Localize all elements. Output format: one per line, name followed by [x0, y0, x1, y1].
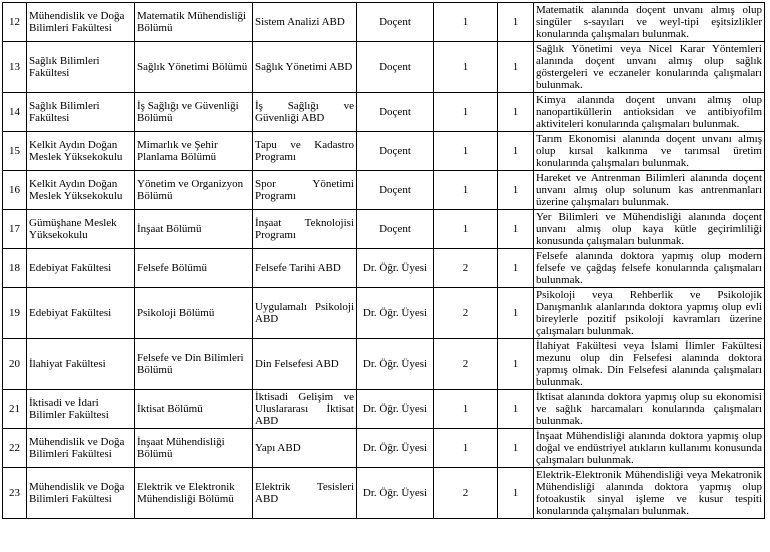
description-cell: Psikoloji veya Rehberlik ve Psikolojik Danışmanlık alanlarında doktora yapmış olup evli bireylerle pozitif psikoloji kavramları üzerine çalışmaları bulunmak. [534, 288, 765, 339]
title-cell: Dr. Öğr. Üyesi [357, 339, 434, 390]
description-cell: İnşaat Mühendisliği alanında doktora yapmış olup doğal ve endüstriyel atıkların kullanımı konusunda çalışmaları bulunmak. [534, 429, 765, 468]
abd-cell: İnşaat Teknolojisi Programı [253, 210, 357, 249]
description-cell: Elektrik-Elektronik Mühendisliği veya Mekatronik Mühendisliği alanında doktora yapmış olup fotoakustik sinyal işleme ve kusur tespiti konularında çalışmaları bulunmak. [534, 468, 765, 519]
faculty-cell: Mühendislik ve Doğa Bilimleri Fakültesi [27, 3, 135, 42]
degree-cell: 1 [498, 390, 534, 429]
description-cell: İlahiyat Fakültesi veya İslami İlimler Fakültesi mezunu olup din Felsefesi alanında doktora yapmış olmak. Din Felsefesi alanında çalışmaları bulunmak. [534, 339, 765, 390]
description-cell: Sağlık Yönetimi veya Nicel Karar Yöntemleri alanında doçent unvanı almış olup sağlık göstergeleri ve eczaneler konularında çalışmaları bulunmak. [534, 42, 765, 93]
degree-cell: 1 [498, 42, 534, 93]
department-cell: İktisat Bölümü [135, 390, 253, 429]
abd-cell: Sistem Analizi ABD [253, 3, 357, 42]
description-cell: İktisat alanında doktora yapmış olup su ekonomisi ve sağlık harcamaları konularında çalışmaları bulunmak. [534, 390, 765, 429]
count-cell: 1 [434, 3, 498, 42]
table-row [3, 210, 765, 249]
row-number: 22 [3, 429, 27, 468]
table-body [3, 3, 765, 519]
title-cell: Dr. Öğr. Üyesi [357, 468, 434, 519]
degree-cell: 1 [498, 468, 534, 519]
table-row [3, 171, 765, 210]
description-cell: Felsefe alanında doktora yapmış olup modern felsefe ve çağdaş felsefe konularında çalışmaları bulunmak. [534, 249, 765, 288]
department-cell: Mimarlık ve Şehir Planlama Bölümü [135, 132, 253, 171]
count-cell: 1 [434, 171, 498, 210]
abd-cell: Elektrik Tesisleri ABD [253, 468, 357, 519]
department-cell: Elektrik ve Elektronik Mühendisliği Bölümü [135, 468, 253, 519]
department-cell: İş Sağlığı ve Güvenliği Bölümü [135, 93, 253, 132]
department-cell: Psikoloji Bölümü [135, 288, 253, 339]
faculty-cell: Edebiyat Fakültesi [27, 288, 135, 339]
faculty-cell: Mühendislik ve Doğa Bilimleri Fakültesi [27, 429, 135, 468]
degree-cell: 1 [498, 429, 534, 468]
table-row [3, 132, 765, 171]
degree-cell: 1 [498, 288, 534, 339]
degree-cell: 1 [498, 132, 534, 171]
table-row [3, 42, 765, 93]
title-cell: Dr. Öğr. Üyesi [357, 288, 434, 339]
table-row [3, 390, 765, 429]
title-cell: Dr. Öğr. Üyesi [357, 429, 434, 468]
title-cell: Dr. Öğr. Üyesi [357, 249, 434, 288]
degree-cell: 1 [498, 3, 534, 42]
title-cell: Doçent [357, 42, 434, 93]
row-number: 16 [3, 171, 27, 210]
abd-cell: Felsefe Tarihi ABD [253, 249, 357, 288]
faculty-cell: Edebiyat Fakültesi [27, 249, 135, 288]
degree-cell: 1 [498, 171, 534, 210]
row-number: 18 [3, 249, 27, 288]
department-cell: İnşaat Bölümü [135, 210, 253, 249]
count-cell: 2 [434, 468, 498, 519]
department-cell: İnşaat Mühendisliği Bölümü [135, 429, 253, 468]
table-row [3, 339, 765, 390]
table-row [3, 288, 765, 339]
row-number: 17 [3, 210, 27, 249]
abd-cell: Din Felsefesi ABD [253, 339, 357, 390]
title-cell: Doçent [357, 171, 434, 210]
title-cell: Doçent [357, 132, 434, 171]
abd-cell: Spor Yönetimi Programı [253, 171, 357, 210]
count-cell: 1 [434, 93, 498, 132]
abd-cell: İktisadi Gelişim ve Uluslararası İktisat ABD [253, 390, 357, 429]
degree-cell: 1 [498, 249, 534, 288]
title-cell: Doçent [357, 93, 434, 132]
faculty-cell: Gümüşhane Meslek Yüksekokulu [27, 210, 135, 249]
department-cell: Matematik Mühendisliği Bölümü [135, 3, 253, 42]
description-cell: Yer Bilimleri ve Mühendisliği alanında doçent unvanı almış olup kaya kütle geçirimliliği konusunda çalışmaları bulunmak. [534, 210, 765, 249]
degree-cell: 1 [498, 210, 534, 249]
title-cell: Doçent [357, 210, 434, 249]
row-number: 23 [3, 468, 27, 519]
count-cell: 1 [434, 429, 498, 468]
title-cell: Dr. Öğr. Üyesi [357, 390, 434, 429]
row-number: 12 [3, 3, 27, 42]
table-row [3, 249, 765, 288]
abd-cell: Sağlık Yönetimi ABD [253, 42, 357, 93]
description-cell: Kimya alanında doçent unvanı almış olup nanopartiküllerin antioksidan ve antibiyofilm aktiviteleri konularında çalışmaları bulunmak. [534, 93, 765, 132]
abd-cell: Uygulamalı Psikoloji ABD [253, 288, 357, 339]
count-cell: 1 [434, 132, 498, 171]
faculty-cell: İlahiyat Fakültesi [27, 339, 135, 390]
count-cell: 2 [434, 288, 498, 339]
abd-cell: İş Sağlığı ve Güvenliği ABD [253, 93, 357, 132]
faculty-cell: Sağlık Bilimleri Fakültesi [27, 93, 135, 132]
row-number: 21 [3, 390, 27, 429]
faculty-cell: İktisadi ve İdari Bilimler Fakültesi [27, 390, 135, 429]
table-row [3, 93, 765, 132]
count-cell: 2 [434, 339, 498, 390]
faculty-cell: Kelkit Aydın Doğan Meslek Yüksekokulu [27, 132, 135, 171]
count-cell: 1 [434, 390, 498, 429]
abd-cell: Tapu ve Kadastro Programı [253, 132, 357, 171]
row-number: 13 [3, 42, 27, 93]
faculty-cell: Kelkit Aydın Doğan Meslek Yüksekokulu [27, 171, 135, 210]
department-cell: Yönetim ve Organizyon Bölümü [135, 171, 253, 210]
degree-cell: 1 [498, 339, 534, 390]
count-cell: 1 [434, 210, 498, 249]
department-cell: Felsefe Bölümü [135, 249, 253, 288]
title-cell: Doçent [357, 3, 434, 42]
department-cell: Sağlık Yönetimi Bölümü [135, 42, 253, 93]
count-cell: 2 [434, 249, 498, 288]
row-number: 15 [3, 132, 27, 171]
abd-cell: Yapı ABD [253, 429, 357, 468]
description-cell: Hareket ve Antrenman Bilimleri alanında doçent unvanı almış olup solunum kas antrenmanları üzerine çalışmaları bulunmak. [534, 171, 765, 210]
row-number: 19 [3, 288, 27, 339]
positions-table [2, 2, 765, 519]
table-row [3, 468, 765, 519]
row-number: 20 [3, 339, 27, 390]
faculty-cell: Sağlık Bilimleri Fakültesi [27, 42, 135, 93]
count-cell: 1 [434, 42, 498, 93]
description-cell: Tarım Ekonomisi alanında doçent unvanı almış olup kırsal kalkınma ve tarımsal üretim konularında çalışmaları bulunmak. [534, 132, 765, 171]
degree-cell: 1 [498, 93, 534, 132]
row-number: 14 [3, 93, 27, 132]
description-cell: Matematik alanında doçent unvanı almış olup singüler s-sayıları ve weyl-tipi eşitsizlikler konularında çalışmaları bulunmak. [534, 3, 765, 42]
faculty-cell: Mühendislik ve Doğa Bilimleri Fakültesi [27, 468, 135, 519]
table-row [3, 429, 765, 468]
department-cell: Felsefe ve Din Bilimleri Bölümü [135, 339, 253, 390]
table-row [3, 3, 765, 42]
